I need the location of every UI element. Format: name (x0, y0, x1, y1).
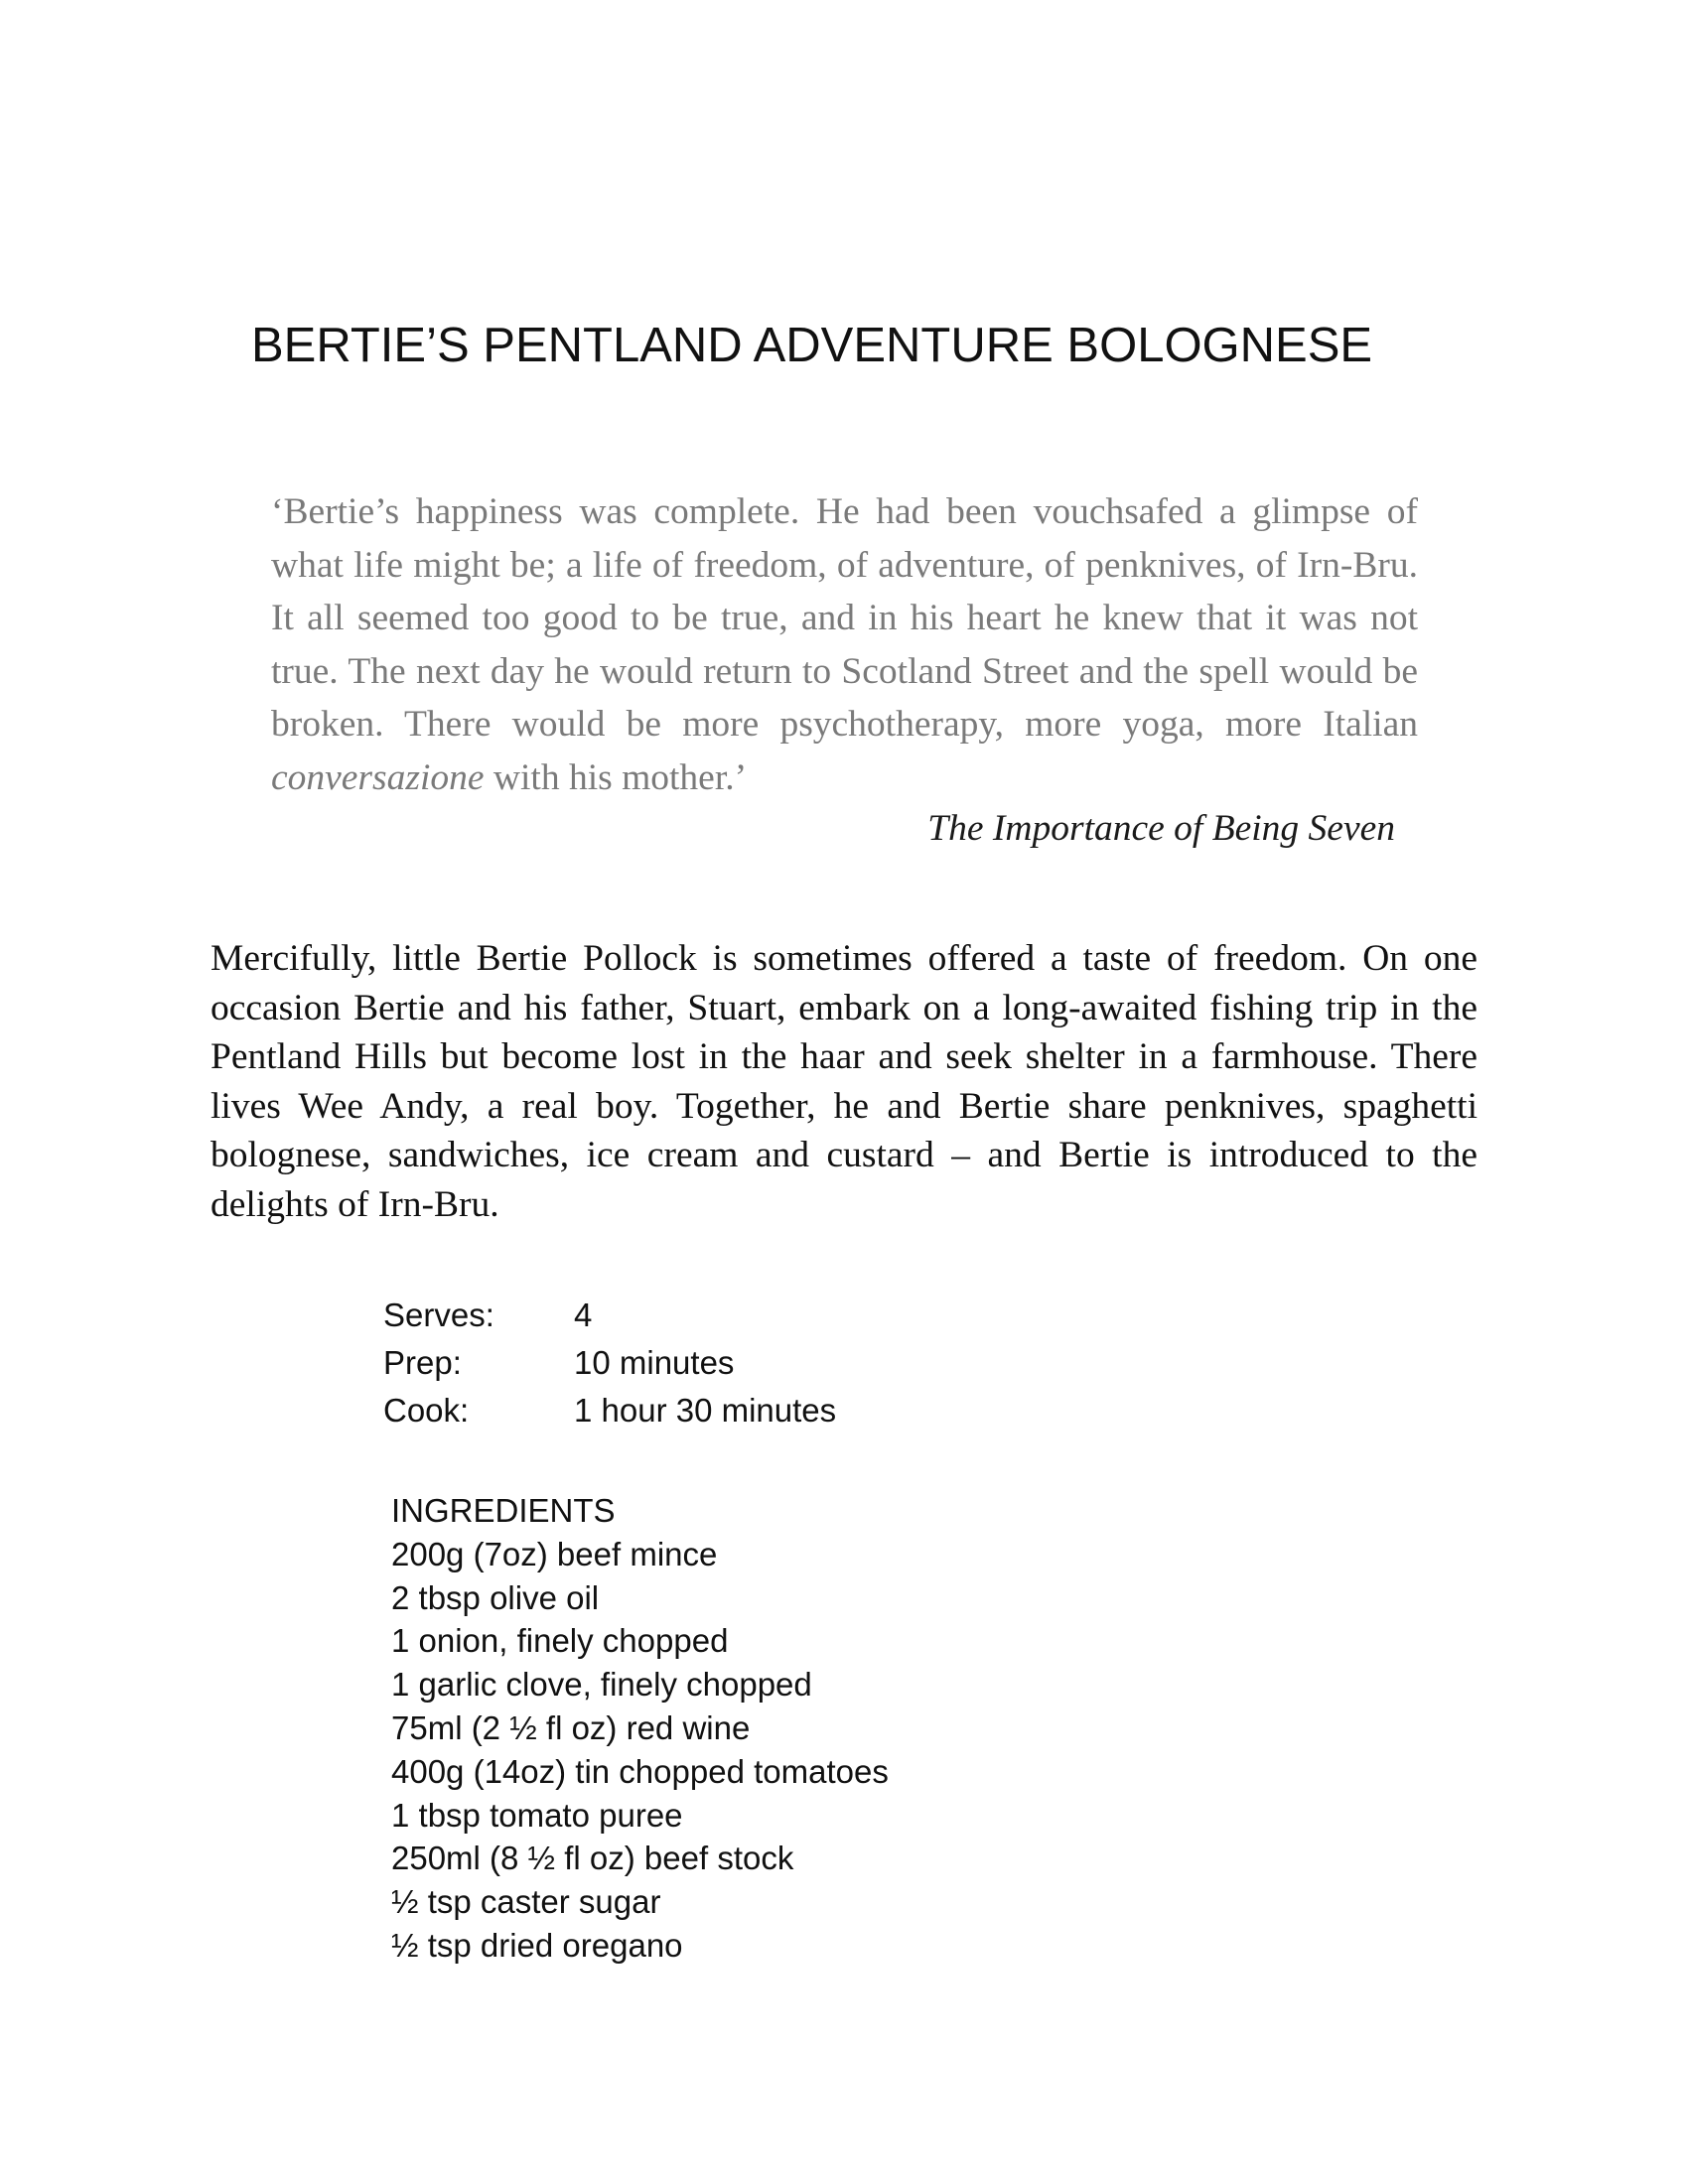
ingredient-item: 250ml (8 ½ fl oz) beef stock (391, 1840, 794, 1877)
ingredients-list (391, 1533, 889, 1968)
cook-row (383, 1387, 836, 1434)
epigraph-quote (271, 485, 1418, 805)
prep-row (383, 1339, 836, 1387)
prep-label: Prep: (383, 1344, 462, 1381)
epigraph-text-end: with his mother.’ (484, 756, 748, 798)
serves-label: Serves: (383, 1297, 494, 1333)
recipe-meta (383, 1292, 836, 1434)
ingredient-item: 200g (7oz) beef mince (391, 1535, 718, 1572)
serves-row (383, 1292, 836, 1339)
ingredient-item: ½ tsp caster sugar (391, 1883, 661, 1921)
ingredients-section (391, 1489, 889, 1968)
ingredient-item: ½ tsp dried oregano (391, 1926, 683, 1964)
epigraph-source: The Importance of Being Seven (927, 808, 1395, 849)
ingredient-item: 1 garlic clove, finely chopped (391, 1666, 812, 1704)
ingredient-item: 400g (14oz) tin chopped tomatoes (391, 1752, 889, 1790)
epigraph-italic-word: conversazione (271, 756, 485, 798)
prep-value: 10 minutes (574, 1344, 735, 1381)
recipe-title: BERTIE’S PENTLAND ADVENTURE BOLOGNESE (251, 319, 1373, 372)
epigraph-text-start: ‘Bertie’s happiness was complete. He had been vouchsafed a glimpse of what life might be; a life of freedom, of adventure, of penknives, of Irn-Bru. It all seemed too good to be true, and in his heart he knew that it was not true. The next day he would return to Scotland Street and the spell would be broken. There would be more psychotherapy, more yoga, more Italian (271, 491, 1418, 746)
intro-paragraph: Mercifully, little Bertie Pollock is sometimes offered a taste of freedom. On one occasion Bertie and his father, Stuart, embark on a long-awaited fishing trip in the Pentland Hills but become lost in the haar and seek shelter in a farmhouse. There lives Wee Andy, a real boy. Together, he and Bertie share penknives, spaghetti bolognese, sandwiches, ice cream and custard – and Bertie is introduced to the delights of Irn-Bru. (211, 938, 1477, 1225)
ingredient-item: 1 tbsp tomato puree (391, 1796, 683, 1834)
ingredient-item: 2 tbsp olive oil (391, 1578, 600, 1616)
cook-label: Cook: (383, 1392, 470, 1429)
ingredient-item: 1 onion, finely chopped (391, 1622, 729, 1660)
serves-value: 4 (574, 1297, 593, 1333)
cook-value: 1 hour 30 minutes (574, 1392, 837, 1429)
ingredient-item: 75ml (2 ½ fl oz) red wine (391, 1708, 751, 1746)
ingredients-heading: INGREDIENTS (391, 1492, 616, 1529)
